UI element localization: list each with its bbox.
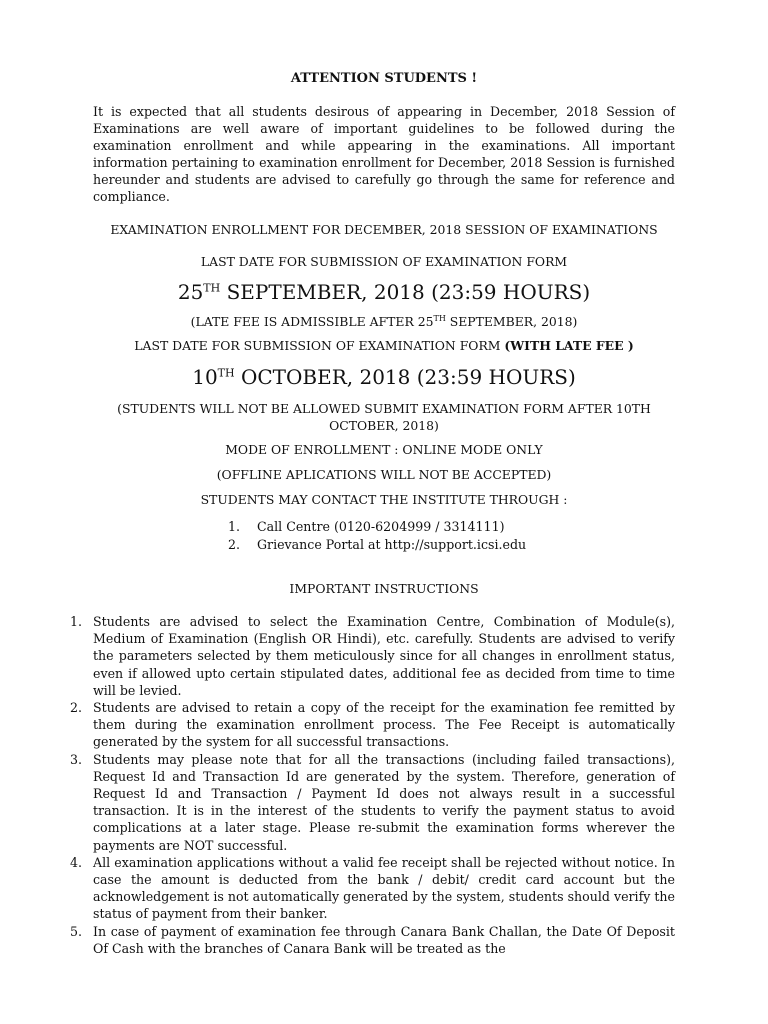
instruction-item [70, 854, 675, 923]
contact-item [228, 518, 526, 536]
instruction-number: 2. [70, 700, 83, 716]
deadline2-rest: OCTOBER, 2018 (23:59 HOURS) [234, 365, 576, 389]
contact-heading: STUDENTS MAY CONTACT THE INSTITUTE THROUGH : [200, 492, 568, 507]
contact-text: Call Centre (0120-6204999 / 3314111) [257, 519, 505, 534]
instruction-item [70, 923, 675, 957]
contact-list [228, 518, 526, 553]
instruction-item [70, 613, 675, 699]
instruction-item [70, 751, 675, 854]
contact-text: Grievance Portal at http://support.icsi.edu [257, 536, 527, 552]
deadline1-suffix: TH [203, 281, 221, 295]
enrollment-mode: MODE OF ENROLLMENT : ONLINE MODE ONLY [225, 442, 543, 457]
instructions-heading: IMPORTANT INSTRUCTIONS [289, 581, 479, 596]
late-fee-note [60, 314, 708, 329]
deadline1-rest: SEPTEMBER, 2018 (23:59 HOURS) [220, 280, 591, 304]
deadline-september [60, 280, 708, 304]
instruction-number: 5. [70, 923, 83, 939]
late-fee-label-text: LAST DATE FOR SUBMISSION OF EXAMINATION FORM [134, 338, 505, 353]
last-date-label: LAST DATE FOR SUBMISSION OF EXAMINATION FORM [200, 254, 568, 269]
intro-paragraph: It is expected that all students desirous of appearing in December, 2018 Session of Examinations are well aware of important guidelines to be followed during the examination enrollment and while appearing in the examinations. All important information pertaining to examination enrollment for December, 2018 Session is furnished hereunder and students are advised to carefully go through the same for reference and compliance. [93, 104, 675, 205]
contact-number: 2. [228, 536, 241, 552]
not-allowed-note: (STUDENTS WILL NOT BE ALLOWED SUBMIT EXAMINATION FORM AFTER 10TH OCTOBER, 2018) [117, 401, 651, 433]
contact-item [228, 536, 526, 554]
instruction-text: All examination applications without a valid fee receipt shall be rejected without notice. In case the amount is deducted from the bank / debit/ credit card account but the acknowledgement is not automatically generated by the system, students should verify the status of payment from their banker. [93, 854, 675, 922]
late-fee-label [60, 338, 708, 353]
instruction-number: 4. [70, 854, 83, 870]
instruction-number: 3. [70, 751, 83, 767]
instructions-list [70, 613, 675, 957]
deadline2-suffix: TH [217, 366, 235, 380]
contact-number: 1. [228, 519, 241, 534]
instruction-number: 1. [70, 614, 83, 629]
late-fee-note-suffix: TH [433, 314, 446, 323]
instruction-text: Students are advised to retain a copy of the receipt for the examination fee remitted by them during the examination enrollment process. The Fee Receipt is automatically generated by the system for all successful transactions. [93, 700, 675, 750]
instruction-text: In case of payment of examination fee through Canara Bank Challan, the Date Of Deposit Of Cash with the branches of Canara Bank will be treated as the [93, 923, 675, 956]
deadline1-day: 25 [177, 280, 204, 304]
deadline-october [60, 365, 708, 389]
instruction-item [70, 699, 675, 751]
late-fee-note-after: SEPTEMBER, 2018) [445, 314, 578, 330]
instruction-text: Students are advised to select the Examination Centre, Combination of Module(s), Medium of Examination (English OR Hindi), etc. carefully. Students are advised to verify the parameters selected by them meticulously since for all changes in enrollment status, even if allowed upto certain stipulated dates, additional fee as decided from time to time will be levied. [93, 614, 675, 698]
page-title: ATTENTION STUDENTS ! [290, 71, 478, 86]
offline-note: (OFFLINE APLICATIONS WILL NOT BE ACCEPTED) [216, 467, 552, 482]
late-fee-note-before: (LATE FEE IS ADMISSIBLE AFTER 25 [190, 314, 434, 330]
enrollment-heading: EXAMINATION ENROLLMENT FOR DECEMBER, 2018 SESSION OF EXAMINATIONS [110, 222, 658, 237]
deadline2-day: 10 [192, 365, 218, 389]
instruction-text: Students may please note that for all the transactions (including failed transactions), Request Id and Transaction Id are generated by the system. Therefore, generation of Request Id and Transaction / Payment Id does not always result in a successful transaction. It is in the interest of the students to verify the payment status to avoid complications at a later stage. Please re-submit the examination forms wherever the payments are NOT successful. [93, 751, 675, 853]
late-fee-label-bold: (WITH LATE FEE ) [504, 338, 634, 353]
